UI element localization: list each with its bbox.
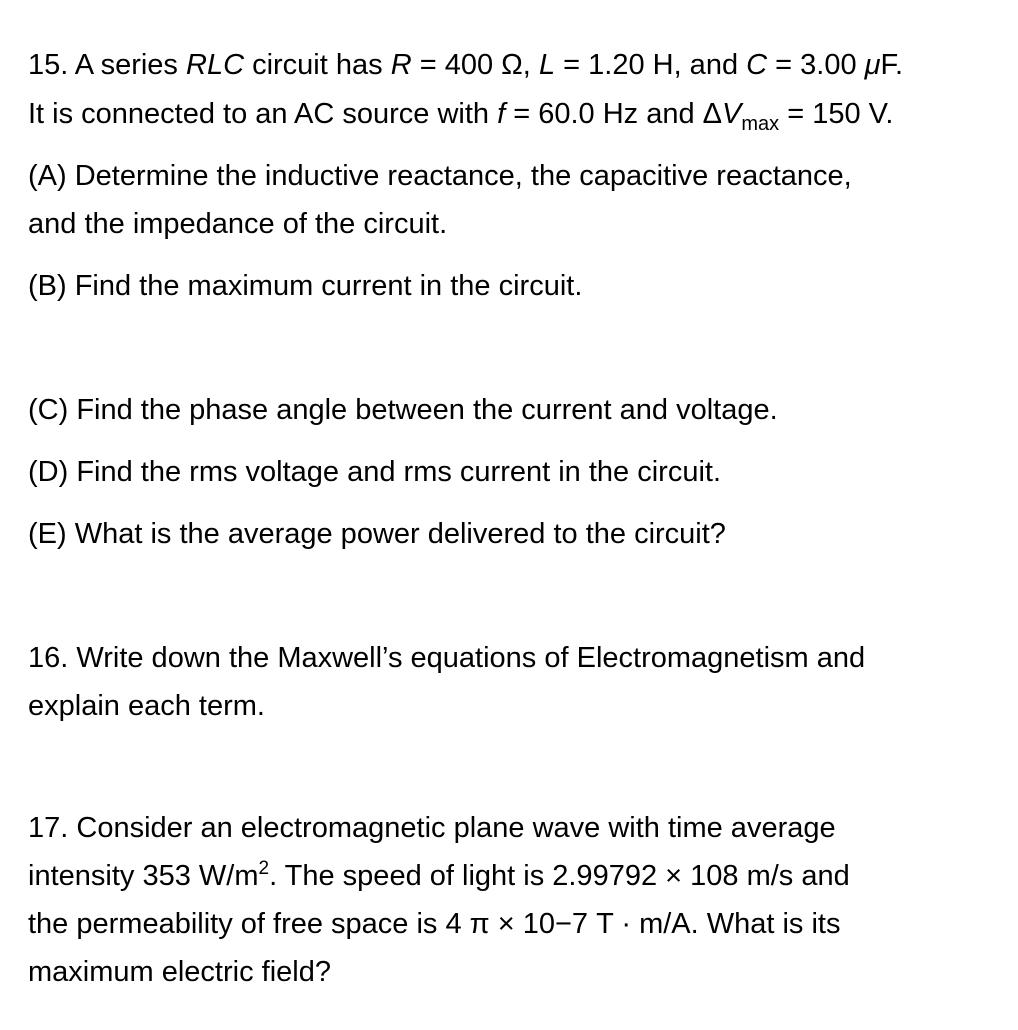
q15-part-a-line-1: (A) Determine the inductive reactance, the capacitive reactance, [28, 160, 852, 192]
frequency-symbol: f [497, 98, 506, 130]
squared-superscript: 2 [258, 858, 270, 879]
q15-line-1: 15. A series RLC circuit has R = 400 Ω, L = 1.20 H, and C = 3.00 μF. [28, 49, 904, 81]
capacitance-symbol: C [746, 49, 768, 81]
q15-part-d: (D) Find the rms voltage and rms current in the circuit. [28, 456, 722, 488]
micro-symbol: μ [864, 49, 881, 81]
voltage-symbol: V [722, 98, 742, 130]
resistance-symbol: R [390, 49, 412, 81]
q15-part-b: (B) Find the maximum current in the circuit. [28, 270, 583, 302]
q15-part-e: (E) What is the average power delivered to the circuit? [28, 518, 726, 550]
q16-line-2: explain each term. [28, 690, 265, 722]
q17-line-1: 17. Consider an electromagnetic plane wave with time average [28, 812, 836, 844]
inductance-symbol: L [538, 49, 556, 81]
max-subscript: max [741, 113, 780, 135]
q16-line-1: 16. Write down the Maxwell’s equations of Electromagnetism and [28, 642, 866, 674]
q17-line-4: maximum electric field? [28, 956, 331, 988]
q17-line-3: the permeability of free space is 4 π × 10−7 T · m/A. What is its [28, 908, 841, 940]
q17-line-2: intensity 353 $W/m^2$. The speed of light is 2.99792 × 108 m/s and [28, 858, 850, 892]
q15-part-c: (C) Find the phase angle between the current and voltage. [28, 394, 778, 426]
q15-part-a-line-2: and the impedance of the circuit. [28, 208, 448, 240]
rlc-symbol: RLC [186, 49, 245, 81]
q15-line-2: It is connected to an AC source with f = 60.0 Hz and $\Delta V_{max} = 150$ V. [28, 98, 894, 135]
